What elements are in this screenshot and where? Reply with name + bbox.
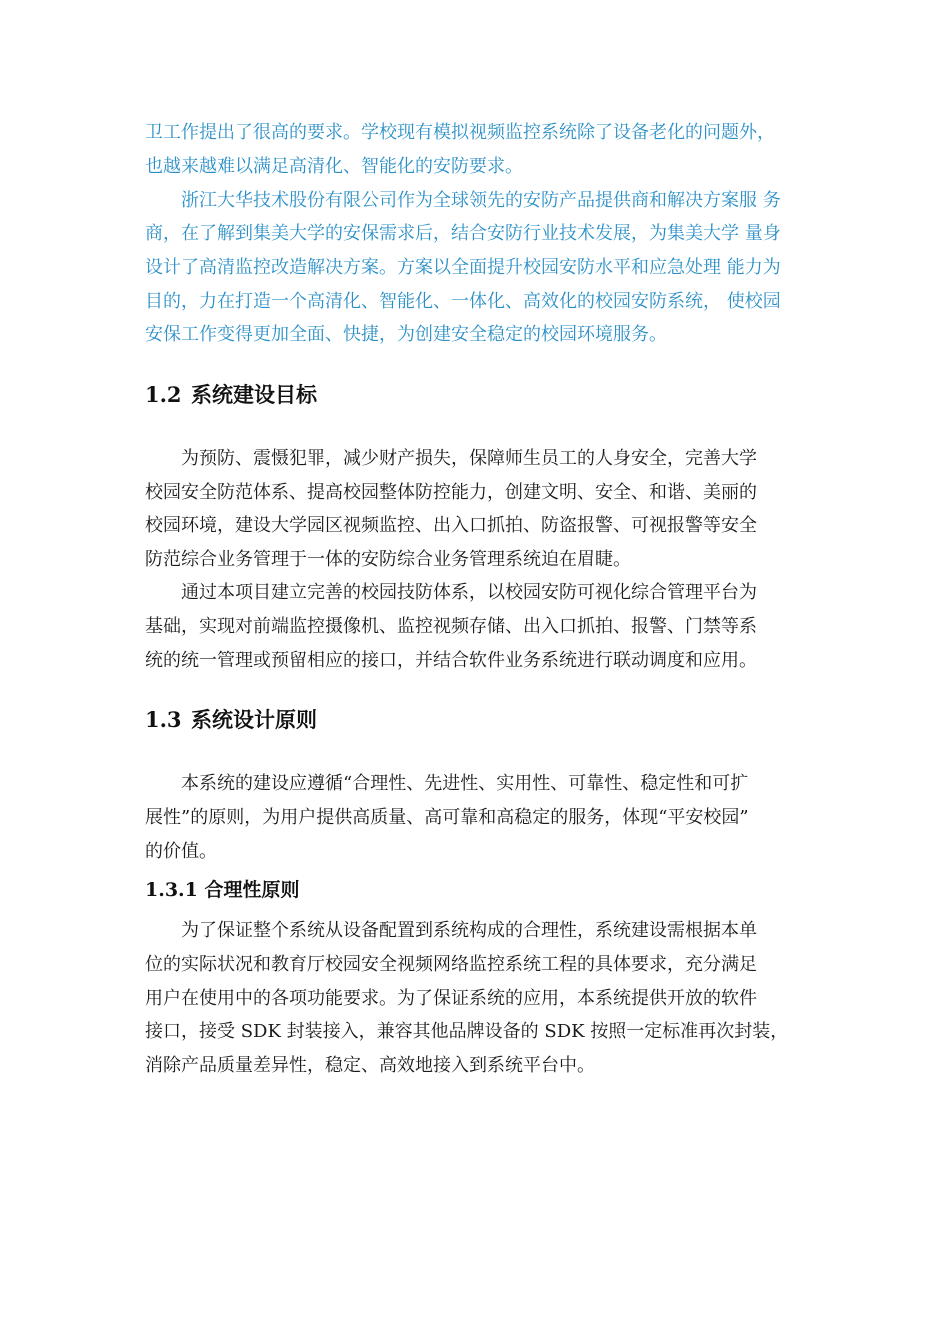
section-1-3-line-2: 展性”的原则，为用户提供高质量、高可靠和高稳定的服务，体现“平安校园” <box>145 807 749 828</box>
section-1-2-line-4: 防范综合业务管理于一体的安防综合业务管理系统迫在眉睫。 <box>145 549 631 570</box>
section-1-3-line-3: 的价值。 <box>145 841 217 862</box>
section-1-2-line-1: 为预防、震慑犯罪，减少财产损失，保障师生员工的人身安全，完善大学 <box>181 448 757 469</box>
section-1-3-heading <box>145 706 317 734</box>
section-1-3-1-heading: 1.3.1 合理性原则 <box>145 879 300 901</box>
intro-line-6: 目的，力在打造一个高清化、智能化、一体化、高效化的校园安防系统， 使校园 <box>145 291 781 312</box>
section-1-3-number: 1.3 <box>145 707 182 732</box>
section-1-2-line-2: 校园安全防范体系、提高校园整体防控能力，创建文明、安全、和谐、美丽的 <box>145 482 757 503</box>
intro-line-5: 设计了高清监控改造解决方案。方案以全面提升校园安防水平和应急处理 能力为 <box>145 257 781 278</box>
section-1-3-1-line-5: 消除产品质量差异性，稳定、高效地接入到系统平台中。 <box>145 1055 595 1076</box>
section-1-2-number: 1.2 <box>145 382 182 407</box>
section-1-2-line-5: 通过本项目建立完善的校园技防体系，以校园安防可视化综合管理平台为 <box>181 582 757 603</box>
intro-line-2: 也越来越难以满足高清化、智能化的安防要求。 <box>145 156 523 177</box>
section-1-2-title: 系统建设目标 <box>191 382 317 407</box>
intro-line-7: 安保工作变得更加全面、快捷，为创建安全稳定的校园环境服务。 <box>145 324 667 345</box>
section-1-2-line-3: 校园环境，建设大学园区视频监控、出入口抓拍、防盗报警、可视报警等安全 <box>145 515 757 536</box>
section-1-2-line-7: 统的统一管理或预留相应的接口，并结合软件业务系统进行联动调度和应用。 <box>145 650 757 671</box>
section-1-2-heading <box>145 381 317 409</box>
section-1-3-1-line-4: 接口，接受 SDK 封装接入，兼容其他品牌设备的 SDK 按照一定标准再次封装， <box>145 1021 789 1042</box>
intro-line-1: 卫工作提出了很高的要求。学校现有模拟视频监控系统除了设备老化的问题外， <box>145 122 775 143</box>
intro-line-4: 商，在了解到集美大学的安保需求后，结合安防行业技术发展，为集美大学 量身 <box>145 223 781 244</box>
section-1-3-line-1: 本系统的建设应遵循“合理性、先进性、实用性、可靠性、稳定性和可扩 <box>181 773 749 794</box>
section-1-3-1-line-1: 为了保证整个系统从设备配置到系统构成的合理性，系统建设需根据本单 <box>181 920 757 941</box>
section-1-3-1-line-2: 位的实际状况和教育厅校园安全视频网络监控系统工程的具体要求，充分满足 <box>145 954 757 975</box>
section-1-3-1-line-3: 用户在使用中的各项功能要求。为了保证系统的应用，本系统提供开放的软件 <box>145 988 757 1009</box>
section-1-3-title: 系统设计原则 <box>191 707 317 732</box>
intro-line-3: 浙江大华技术股份有限公司作为全球领先的安防产品提供商和解决方案服 务 <box>181 190 781 211</box>
section-1-2-line-6: 基础，实现对前端监控摄像机、监控视频存储、出入口抓拍、报警、门禁等系 <box>145 616 757 637</box>
